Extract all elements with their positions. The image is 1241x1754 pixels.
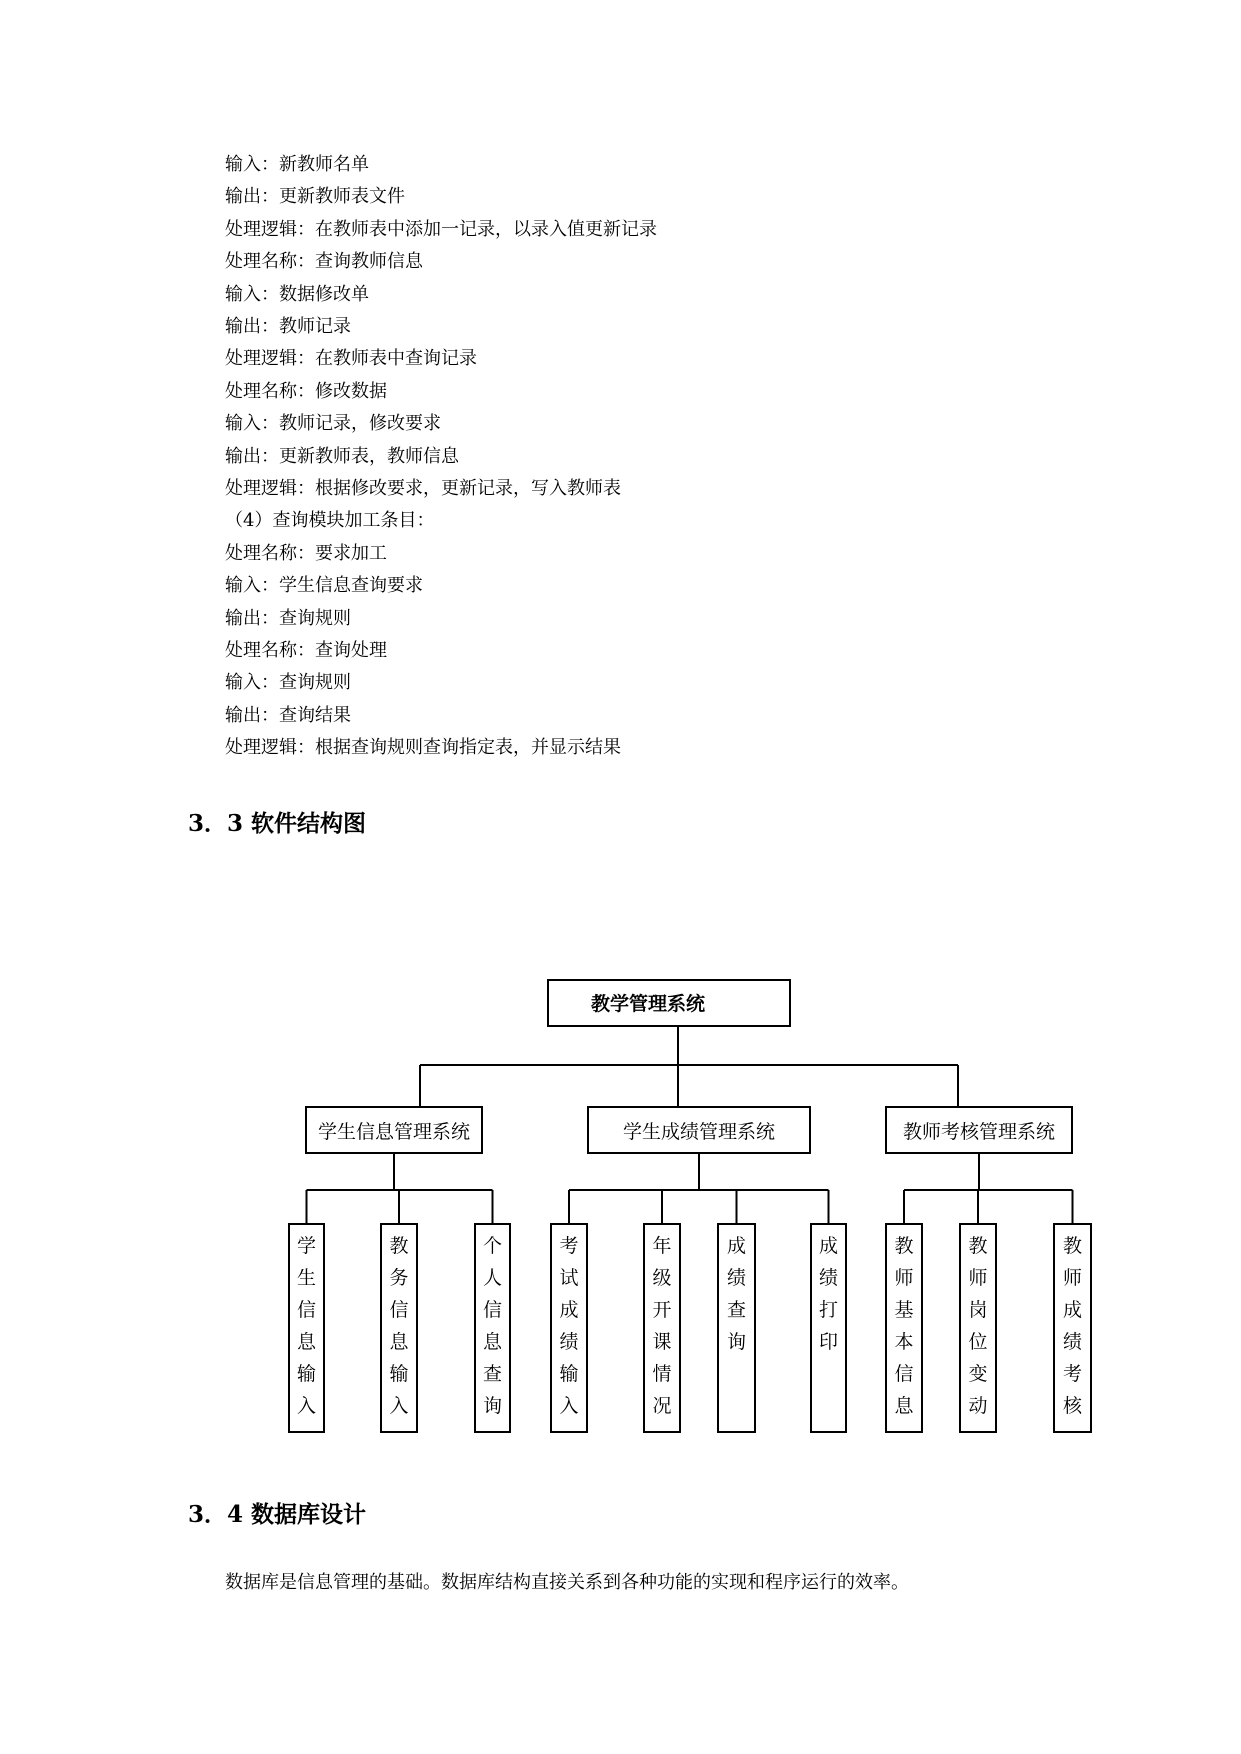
module-label-char: 成 (818, 1235, 839, 1257)
text-line: 输入：数据修改单 (225, 283, 369, 305)
subsystem-label: 学生信息管理系统 (317, 1121, 471, 1143)
text-line: 处理逻辑：在教师表中添加一记录，以录入值更新记录 (225, 218, 657, 240)
text-line: 输出：查询结果 (225, 704, 351, 726)
text-line: 输出：查询规则 (225, 607, 351, 629)
module-label-char: 师 (894, 1267, 914, 1289)
module-label-char: 绩 (726, 1267, 747, 1289)
module-label-char: 息 (894, 1395, 914, 1417)
subsystem-label: 学生成绩管理系统 (622, 1121, 776, 1143)
module-label-char: 息 (482, 1331, 503, 1353)
root-node-label: 教学管理系统 (590, 993, 706, 1015)
module-label-char: 成 (1062, 1299, 1083, 1321)
text-line: 处理名称：查询处理 (225, 640, 387, 661)
module-label-char: 考 (559, 1235, 579, 1257)
text-line: 处理逻辑：根据修改要求，更新记录，写入教师表 (225, 478, 621, 499)
text-line: 处理逻辑：根据查询规则查询指定表，并显示结果 (225, 737, 621, 759)
text-line: 输出：教师记录 (225, 316, 351, 337)
module-label-char: 询 (482, 1395, 503, 1417)
module-label-char: 信 (389, 1299, 409, 1321)
module-label-char: 输 (559, 1363, 579, 1385)
module-label-char: 试 (559, 1267, 579, 1289)
text-line: 处理名称：查询教师信息 (225, 251, 423, 273)
module-label-char: 询 (726, 1331, 747, 1353)
text-line: 输出：更新教师表，教师信息 (225, 445, 459, 467)
module-label-char: 师 (1062, 1267, 1083, 1289)
database-intro-paragraph: 数据库是信息管理的基础。数据库结构直接关系到各种功能的实现和程序运行的效率。 (225, 1572, 909, 1593)
module-label-char: 入 (559, 1395, 579, 1417)
module-label-char: 本 (894, 1331, 914, 1353)
module-label-char: 变 (968, 1363, 988, 1385)
module-label-char: 动 (968, 1395, 988, 1417)
module-label-char: 核 (1062, 1395, 1083, 1417)
module-label-char: 打 (818, 1299, 839, 1321)
module-label-char: 务 (389, 1267, 409, 1289)
section-heading-database-design: 3．4 数据库设计 (188, 1501, 367, 1528)
module-label-char: 印 (818, 1331, 839, 1353)
module-label-char: 岗 (968, 1299, 988, 1321)
module-label-char: 信 (296, 1299, 317, 1321)
module-label-char: 况 (652, 1395, 672, 1417)
module-label-char: 信 (894, 1363, 914, 1385)
module-label-char: 查 (726, 1299, 747, 1321)
module-label-char: 息 (296, 1331, 317, 1353)
module-label-char: 成 (559, 1299, 579, 1321)
text-line: 处理名称：修改数据 (225, 380, 387, 402)
module-label-char: 生 (296, 1267, 317, 1289)
subsystem-label: 教师考核管理系统 (902, 1121, 1056, 1143)
text-line: 输入：新教师名单 (225, 154, 369, 175)
text-line: 输入：学生信息查询要求 (225, 575, 423, 597)
module-label-char: 位 (968, 1331, 988, 1353)
module-label-char: 开 (652, 1299, 672, 1321)
section-heading-software-structure: 3．3 软件结构图 (188, 810, 367, 837)
module-label-char: 息 (389, 1331, 409, 1353)
module-label-char: 信 (482, 1299, 503, 1321)
text-line: 输入：教师记录，修改要求 (225, 413, 441, 435)
text-line: 输入：查询规则 (225, 672, 351, 694)
module-label-char: 情 (652, 1363, 672, 1385)
module-label-char: 教 (389, 1235, 409, 1257)
module-label-char: 基 (894, 1299, 914, 1321)
module-label-char: 入 (389, 1395, 409, 1417)
module-label-char: 入 (296, 1395, 317, 1417)
module-label-char: 教 (894, 1235, 914, 1257)
text-line: 输出：更新教师表文件 (225, 186, 405, 208)
module-label-char: 教 (968, 1235, 988, 1257)
module-label-char: 考 (1062, 1363, 1083, 1385)
module-label-char: 教 (1062, 1235, 1083, 1257)
module-label-char: 人 (482, 1267, 503, 1289)
module-label-char: 学 (296, 1235, 317, 1257)
module-label-char: 绩 (559, 1331, 579, 1353)
module-label-char: 年 (652, 1235, 672, 1257)
module-label-char: 绩 (1062, 1331, 1083, 1353)
module-label-char: 师 (968, 1267, 988, 1289)
module-label-char: 个 (482, 1235, 503, 1257)
module-label-char: 课 (652, 1331, 672, 1353)
module-label-char: 输 (389, 1363, 409, 1385)
module-label-char: 输 (296, 1363, 317, 1385)
text-line: 处理逻辑：在教师表中查询记录 (225, 348, 477, 370)
module-label-char: 成 (726, 1235, 747, 1257)
module-label-char: 查 (482, 1363, 503, 1385)
module-label-char: 级 (652, 1267, 672, 1289)
text-line: 处理名称：要求加工 (225, 542, 387, 564)
module-label-char: 绩 (818, 1267, 839, 1289)
text-line: （4）查询模块加工条目： (225, 510, 435, 532)
